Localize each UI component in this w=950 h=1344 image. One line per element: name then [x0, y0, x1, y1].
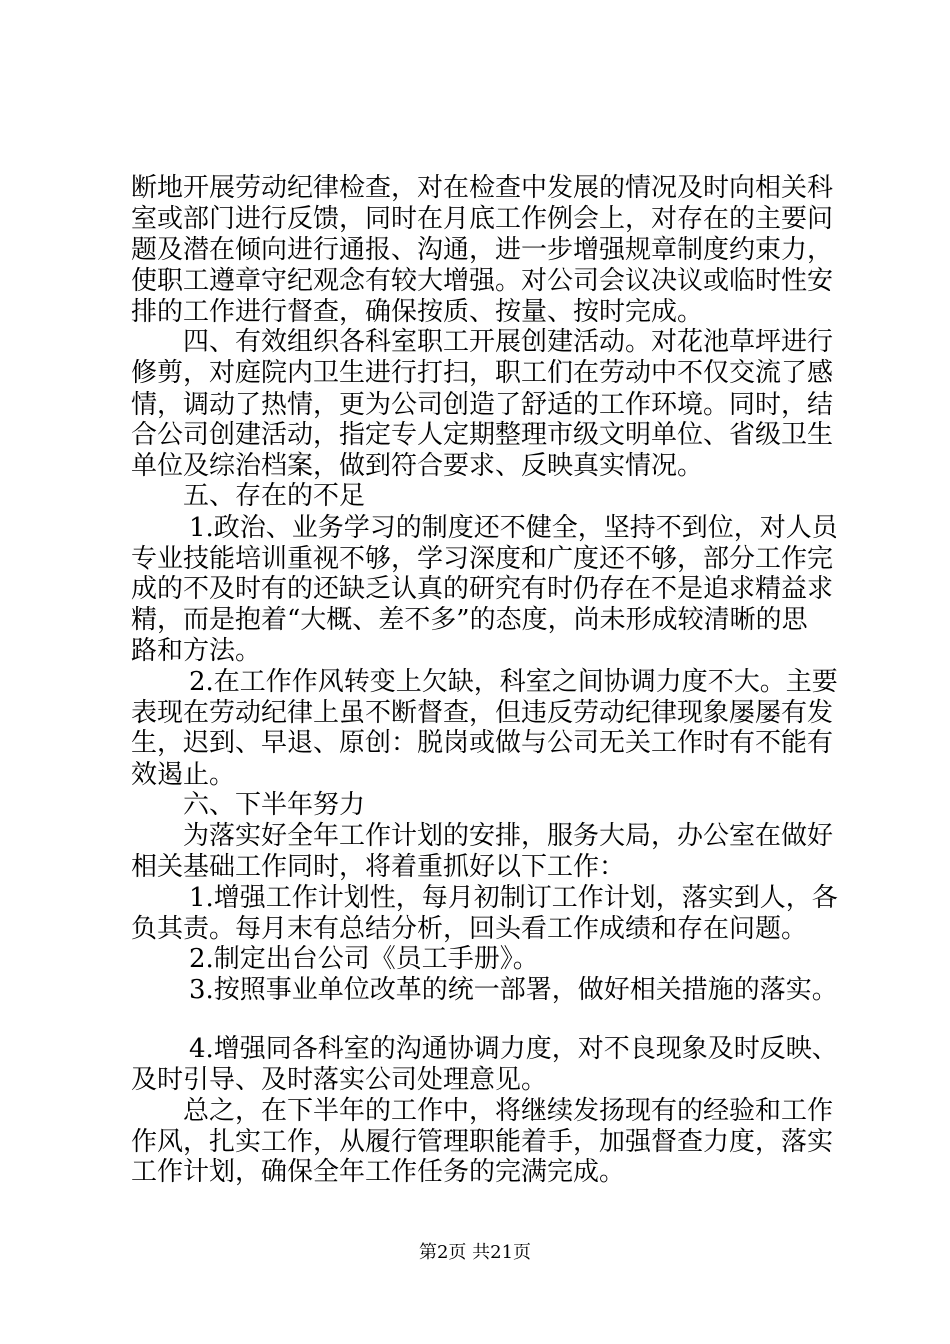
text-line: 及时引导、及时落实公司处理意见。 [131, 1065, 548, 1095]
text-line: 修剪，对庭院内卫生进行打扫，职工们在劳动中不仅交流了感 [131, 358, 834, 388]
text-line: 1.增强工作计划性，每月初制订工作计划，落实到人，各 [189, 883, 838, 913]
text-line: 总之，在下半年的工作中，将继续发扬现有的经验和工作 [183, 1096, 834, 1126]
text-line: 生，迟到、早退、原创：脱岗或做与公司无关工作时有不能有 [131, 728, 834, 758]
text-line: 六、下半年努力 [183, 790, 366, 820]
text-line: 合公司创建活动，指定专人定期整理市级文明单位、省级卫生 [131, 420, 834, 450]
text-line: 室或部门进行反馈，同时在月底工作例会上，对存在的主要问 [131, 204, 834, 234]
text-line: 2.在工作作风转变上欠缺，科室之间协调力度不大。主要 [189, 667, 838, 697]
text-line: 使职工遵章守纪观念有较大增强。对公司会议决议或临时性安 [131, 266, 834, 296]
text-line: 排的工作进行督查，确保按质、按量、按时完成。 [131, 297, 704, 327]
text-line: 效遏止。 [131, 760, 236, 790]
text-line: 表现在劳动纪律上虽不断督查，但违反劳动纪律现象屡屡有发 [131, 698, 834, 728]
text-line: 情，调动了热情，更为公司创造了舒适的工作环境。同时，结 [131, 390, 834, 420]
text-line: 1.政治、业务学习的制度还不健全，坚持不到位，对人员 [189, 513, 838, 543]
text-line: 3.按照事业单位改革的统一部署，做好相关措施的落实。 [189, 975, 838, 1005]
text-line: 四、有效组织各科室职工开展创建活动。对花池草坪进行 [183, 327, 834, 357]
text-line: 题及潜在倾向进行通报、沟通，进一步增强规章制度约束力， [131, 235, 834, 265]
text-line: 断地开展劳动纪律检查，对在检查中发展的情况及时向相关科 [131, 173, 834, 203]
text-line: 作风，扎实工作，从履行管理职能着手，加强督查力度，落实 [131, 1127, 834, 1157]
text-line: 单位及综治档案，做到符合要求、反映真实情况。 [131, 451, 704, 481]
text-line: 工作计划，确保全年工作任务的完满完成。 [131, 1157, 626, 1187]
text-line: 专业技能培训重视不够，学习深度和广度还不够，部分工作完 [131, 544, 834, 574]
text-line: 2.制定出台公司《员工手册》。 [189, 944, 539, 974]
text-line: 成的不及时有的还缺乏认真的研究有时仍存在不是追求精益求 [131, 574, 834, 604]
text-line: 为落实好全年工作计划的安排，服务大局，办公室在做好 [183, 821, 834, 851]
page-footer: 第2页 共21页 [418, 1242, 532, 1263]
text-line: 精，而是抱着“大概、差不多”的态度，尚未形成较清晰的思 [131, 605, 808, 635]
text-line: 五、存在的不足 [183, 481, 366, 511]
text-line: 路和方法。 [131, 636, 262, 666]
text-line: 负其责。每月末有总结分析，回头看工作成绩和存在问题。 [131, 914, 808, 944]
text-line: 4.增强同各科室的沟通协调力度，对不良现象及时反映、 [189, 1034, 838, 1064]
text-line: 相关基础工作同时，将着重抓好以下工作： [131, 852, 626, 882]
